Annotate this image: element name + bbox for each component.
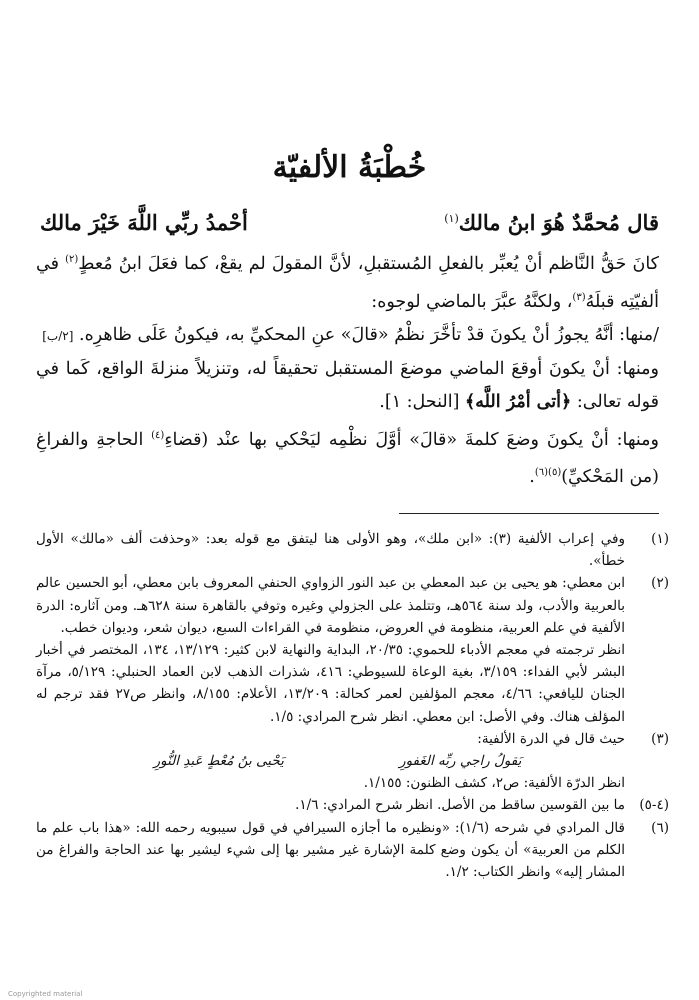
copyright-watermark: Copyrighted material [8,990,83,998]
footnote [36,528,669,572]
footnote-number: (٤-٥) [639,797,669,814]
quoted-poem [36,750,669,772]
paragraph-3: ومنها: أنْ يكونَ أوقعَ الماضي موضعَ المستقبل تحقيقاً له، وتنزيلاً منزلةَ الواقع، كَما في قوله تعالى: ﴿أتى أمْرُ اللَّه﴾ [النحل: ١]. [36,358,659,412]
footnote-divider [399,513,659,514]
paragraph-1: كانَ حَقُّ النَّاظم أنْ يُعبِّر بالفعلِ المُستقبلِ، لأنَّ المقولَ لم يقعْ، كما فعَلَ ابنُ مُعطٍ$^{(٢)}$ في ألفيّتِه قبلَهُ$^{(٣)}$، ولكنَّهُ عبَّرَ بالماضي لوجوه: [36,253,659,312]
quran-quote: ﴿أتى أمْرُ اللَّه﴾ [464,391,572,412]
footnote [36,572,669,639]
footnote [36,794,669,816]
footnote-text: ابن معطي: هو يحيى بن عبد المعطي بن عبد النور الزواوي الحنفي المعروف بابن معطي، أبو الحسين عالم بالعربية والأدب، ولد سنة ٥٦٤هـ، وتتلمذ على الجزولي وغيره وتوفي بالقاهرة سنة ٦٢٨هـ. ومن آثاره: الدرة الألفية في علم العربية، منظومة في العروض، منظومة في القراءات السبع، ديوان شعر، وديوان خطب. [36,575,625,636]
footnotes [36,528,669,883]
footnote-text: انظر الدرّة الألفية: ص٢، كشف الظنون: ١/١٥٥. [363,775,625,792]
verse-second-hemistich: أحْمدُ ربِّي اللَّهَ خَيْرَ مالك [40,210,248,235]
footnote [36,728,669,750]
page-title: خُطْبَةُ الألفيّة [272,150,427,185]
footnote-ref[interactable]: (١) [444,212,459,225]
main-text [36,243,659,494]
verse-first-hemistich [444,210,659,235]
footnote-text: قال المرادي في شرحه (١/٦): «ونظيره ما أجازه السيرافي في قول سيبويه رحمه الله: «هذا باب علم ما الكلم من العربية» أن يكون وضع كلمة الإشارة غير مشير بها إلى شيء ليشير بها عند الحاجة والفراغ من المشار إليه» وانظر الكتاب: ١/٢. [36,819,625,881]
footnote-number: (١) [651,531,669,547]
footnote-text: ما بين القوسين ساقط من الأصل. انظر شرح المرادي: ١/٦. [295,797,625,814]
manuscript-folio-ref: [٢/ب] [42,328,74,343]
footnote-text: وفي إعراب الألفية (٣): «ابن ملك»، وهو الأولى هنا ليتفق مع قوله بعد: «وحذفت ألف «مالك» الأول خطأ». [36,531,625,570]
verse-intro-text: قال مُحمَّدٌ هُوَ ابنُ مالك [458,210,659,235]
poem-hemistich: يَحْيى بنُ مُعْطٍ عَبدِ النُّورِ [153,753,284,770]
footnote-number: (٣) [651,730,669,747]
footnote-number [625,772,669,794]
footnote-ref[interactable]: (٥)(٦) [534,467,562,479]
paragraph-4: ومنها: أنْ يكونَ وضعَ كلمةَ «قالَ» أوَّلَ نظْمِه ليَحْكي بها عنْد (قضاءِ$^{(٤)}$ الحاجةِ والفراغِ (من المَحْكيِّ)$^{(٥)(٦)}$. [36,429,659,488]
footnote-text: انظر ترجمته في معجم الأدباء للحموي: ٢٠/٣٥، البداية والنهاية لابن كثير: ١٣/١٢٩، ١٣٤، المختصر في أخبار البشر لأبي الفداء: ٣/١٥٩، بغية الوعاة للسيوطي: ٤١٦، شذرات الذهب لابن العماد الحنبلي: ٥/١٢٩، مرآة الجنان لليافعي: ٤/٦٦، معجم المؤلفين لعمر كحالة: ١٣/٢٠٩، الأعلام: ٨/١٥٥، وانظر ص٢٧ فقد ترجم له المؤلف هناك. وفي الأصل: ابن معطي. انظر شرح المرادي: ١/٥. [36,642,625,725]
poem-hemistich: يَقولُ راجي ربِّه الغَفورِ [399,753,522,770]
footnote-ref[interactable]: (٤) [151,429,165,441]
footnote-number [625,639,669,728]
footnote-number: (٦) [651,819,669,836]
opening-verse [40,210,659,235]
footnote-text: حيث قال في الدرة الألفية: [477,730,625,747]
footnote [36,639,669,728]
footnote-ref[interactable]: (٢) [65,254,79,265]
paragraph-2: /منها: أنَّهُ يجوزُ أنْ يكونَ قدْ تأخَّرَ نظْمُ «قالَ» عنِ المحكيِّ به، فيكونُ عَلَى ظاهرِه. [٢/ب] [42,324,659,345]
footnote [36,772,669,794]
footnote-ref[interactable]: (٣) [572,291,586,303]
footnote [36,817,669,884]
footnote-number: (٢) [651,575,669,592]
